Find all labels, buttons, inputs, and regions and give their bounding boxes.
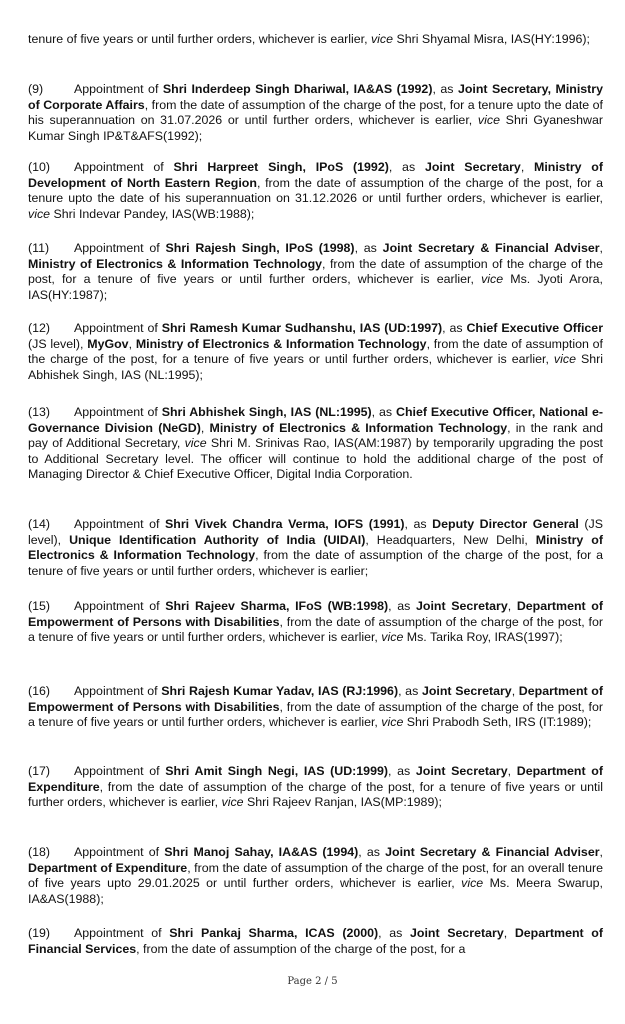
bold-text: Unique Identification Authority of India (UIDAI) [69, 532, 366, 547]
bold-text: Joint Secretary [415, 599, 508, 613]
italic-text: vice [461, 876, 484, 891]
body-text: , [599, 845, 603, 859]
paragraph-number: (19) [28, 926, 51, 940]
bold-text: Shri Harpreet Singh, IPoS (1992) [173, 160, 389, 174]
paragraph-10 [28, 160, 603, 222]
bold-text: Ministry of Electronics & Information Technology [28, 256, 323, 271]
body-text: , as [371, 405, 396, 419]
paragraph-number: (18) [28, 845, 51, 859]
body-text: Shri Indevar Pandey, IAS(WB:1988); [50, 206, 255, 221]
body-text: , as [388, 764, 416, 778]
body-text: Shri M. Srinivas Rao, IAS(AM:1987) by temporarily upgrading the post to Additional Secretary level. The officer will continue to hold the additional charge of the post of Managing Director & Chief Executive Officer, Digital India Corporation. [28, 436, 603, 482]
paragraph-number: (10) [28, 160, 51, 174]
bold-text: Shri Inderdeep Singh Dhariwal, IA&AS (1992) [162, 82, 433, 96]
bold-text: Ministry of Electronics & Information Technology [135, 336, 427, 351]
paragraph-number: (17) [28, 764, 51, 778]
body-text: , from the date of assumption of the charge of the post, for a tenure of five years or until further orders, whichever is earlier, [28, 779, 603, 810]
body-text: Ms. Jyoti Arora, IAS(HY:1987); [28, 272, 603, 302]
bold-text: Shri Manoj Sahay, IA&AS (1994) [164, 845, 359, 859]
bold-text: Joint Secretary & Financial Adviser [382, 241, 600, 255]
paragraph-19 [28, 926, 603, 957]
body-text: Shri Prabodh Seth, IRS (IT:1989); [403, 715, 592, 730]
paragraph-number: (15) [28, 599, 51, 613]
body-text: Appointment of [74, 321, 162, 335]
bold-text: Shri Vivek Chandra Verma, IOFS (1991) [164, 517, 405, 531]
body-text: , from the date of assumption of the charge of the post, for a tenure of five years or until further orders, whichever is earlier; [28, 548, 604, 578]
bold-text: Shri Rajesh Kumar Yadav, IAS (RJ:1996) [161, 684, 399, 698]
body-text: , as [398, 684, 422, 698]
body-text: , from the date of assumption of the charge of the post, for a tenure of five years or until further orders, whichever is earlier, [28, 699, 603, 730]
paragraph-number: (14) [28, 517, 51, 531]
body-text: Shri Abhishek Singh, IAS (NL:1995); [28, 352, 604, 382]
body-text: , [520, 160, 535, 174]
paragraph-14 [28, 517, 603, 579]
paragraph-11 [28, 241, 603, 303]
bold-text: Shri Abhishek Singh, IAS (NL:1995) [161, 405, 372, 419]
body-text: , as [354, 241, 383, 255]
body-text: , from the date of assumption of the charge of the post, for a tenure of five years or until further orders, whichever is earlier, [28, 256, 603, 287]
italic-text: vice [28, 206, 51, 221]
body-text: , as [378, 926, 410, 940]
body-text: , [507, 599, 517, 613]
bold-text: Ministry of Development of North Eastern Region [28, 160, 604, 190]
paragraph-number: (16) [28, 684, 51, 698]
paragraph-number: (13) [28, 405, 51, 419]
body-text: Appointment of [74, 845, 165, 859]
body-text: , [511, 684, 519, 698]
body-text: , from the date of assumption of the charge of the post, for a tenure of five years or until further orders, whichever is earlier, [28, 614, 603, 645]
body-text: Appointment of [74, 764, 166, 778]
body-text: Appointment of [74, 405, 162, 419]
body-text: , from the date of assumption of the charge of the post, for a tenure upto the date of his superannuation on 31.12.2026 or until further orders, whichever is earlier, [28, 175, 604, 206]
paragraph-13 [28, 405, 603, 483]
bold-text: Joint Secretary [421, 684, 512, 698]
italic-text: vice [481, 272, 504, 287]
paragraph-continuation [28, 32, 603, 48]
bold-text: Shri Amit Singh Negi, IAS (UD:1999) [165, 764, 388, 778]
body-text: Shri Rajeev Ranjan, IAS(MP:1989); [243, 795, 442, 810]
body-text: , from the date of assumption of the charge of the post, for an overall tenure of five years upto 29.01.2025 or until further orders, whichever is earlier, [28, 860, 603, 891]
paragraph-9 [28, 82, 603, 144]
italic-text: vice [221, 795, 244, 810]
paragraph-number: (12) [28, 321, 51, 335]
body-text: Ms. Tarika Roy, IRAS(1997); [403, 630, 563, 645]
body-text: Shri Gyaneshwar Kumar Singh IP&T&AFS(1992); [28, 113, 603, 143]
bold-text: Department of Empowerment of Persons with Disabilities [28, 684, 604, 714]
body-text: , [128, 336, 136, 351]
bold-text: Ministry of Electronics & Information Technology [28, 532, 603, 563]
body-text: , from the date of assumption of the charge of the post, for a [136, 941, 466, 956]
body-text: Shri Shyamal Misra, IAS(HY:1996); [393, 32, 590, 46]
bold-text: Department of Empowerment of Persons with Disabilities [28, 599, 604, 629]
bold-text: Joint Secretary & Financial Adviser [385, 845, 600, 859]
paragraph-16 [28, 684, 603, 731]
body-text: , as [442, 321, 467, 335]
bold-text: Ministry of Electronics & Information Technology [209, 420, 508, 435]
body-text: , as [404, 517, 433, 531]
italic-text: vice [477, 113, 500, 128]
body-text: , as [388, 599, 416, 613]
body-text: Appointment of [74, 82, 163, 96]
bold-text: Department of Financial Services [28, 926, 604, 956]
bold-text: MyGov [87, 336, 129, 351]
bold-text: Deputy Director General [432, 517, 579, 531]
paragraph-number: (9) [28, 82, 44, 96]
bold-text: Joint Secretary [424, 160, 521, 174]
body-text: (JS level), [28, 517, 603, 547]
body-text: , [503, 926, 515, 940]
body-text: , [507, 764, 517, 778]
body-text: , as [358, 845, 386, 859]
body-text: tenure of five years or until further orders, whichever is earlier, [28, 32, 371, 46]
body-text: , as [388, 160, 425, 174]
body-text: , [200, 420, 210, 435]
bold-text: Chief Executive Officer [466, 321, 604, 335]
paragraph-17 [28, 764, 603, 811]
body-text: Appointment of [74, 517, 165, 531]
body-text: , [599, 241, 603, 255]
italic-text: vice [184, 436, 207, 451]
bold-text: Shri Rajesh Singh, IPoS (1998) [165, 241, 355, 255]
body-text: Appointment of [74, 241, 166, 255]
bold-text: Department of Expenditure [28, 764, 603, 794]
body-text: , from the date of assumption of the charge of the post, for a tenure upto the date of his superannuation on 31.07.2026 or until further orders, whichever is earlier, [28, 97, 603, 128]
body-text: , as [432, 82, 458, 96]
bold-text: Chief Executive Officer, National e-Governance Division (NeGD) [28, 405, 604, 435]
page-number-footer: Page 2 / 5 [287, 976, 338, 987]
body-text: Appointment of [74, 599, 166, 613]
body-text: , from the date of assumption of the charge of the post, for a tenure of five years or until further orders, whichever is earlier, [28, 336, 603, 367]
bold-text: Shri Rajeev Sharma, IFoS (WB:1998) [165, 599, 389, 613]
bold-text: Joint Secretary [409, 926, 504, 940]
paragraph-number: (11) [28, 241, 50, 255]
bold-text: Joint Secretary [415, 764, 508, 778]
body-text: , in the rank and pay of Additional Secretary, [28, 420, 603, 451]
paragraph-12 [28, 321, 603, 383]
italic-text: vice [370, 32, 394, 46]
bold-text: Joint Secretary, Ministry of Corporate Affairs [28, 82, 604, 112]
italic-text: vice [381, 715, 404, 730]
body-text: Ms. Meera Swarup, IA&AS(1988); [28, 876, 603, 906]
body-text: Appointment of [74, 684, 162, 698]
body-text: Appointment of [74, 926, 170, 940]
body-text: (JS level), [28, 336, 88, 351]
body-text: Appointment of [74, 160, 174, 174]
bold-text: Shri Pankaj Sharma, ICAS (2000) [169, 926, 379, 940]
italic-text: vice [381, 630, 404, 645]
paragraph-18 [28, 845, 603, 907]
body-text: , Headquarters, New Delhi, [365, 532, 536, 547]
paragraph-15 [28, 599, 603, 646]
bold-text: Department of Expenditure [28, 860, 188, 875]
bold-text: Shri Ramesh Kumar Sudhanshu, IAS (UD:1997) [161, 321, 443, 335]
italic-text: vice [553, 352, 576, 367]
